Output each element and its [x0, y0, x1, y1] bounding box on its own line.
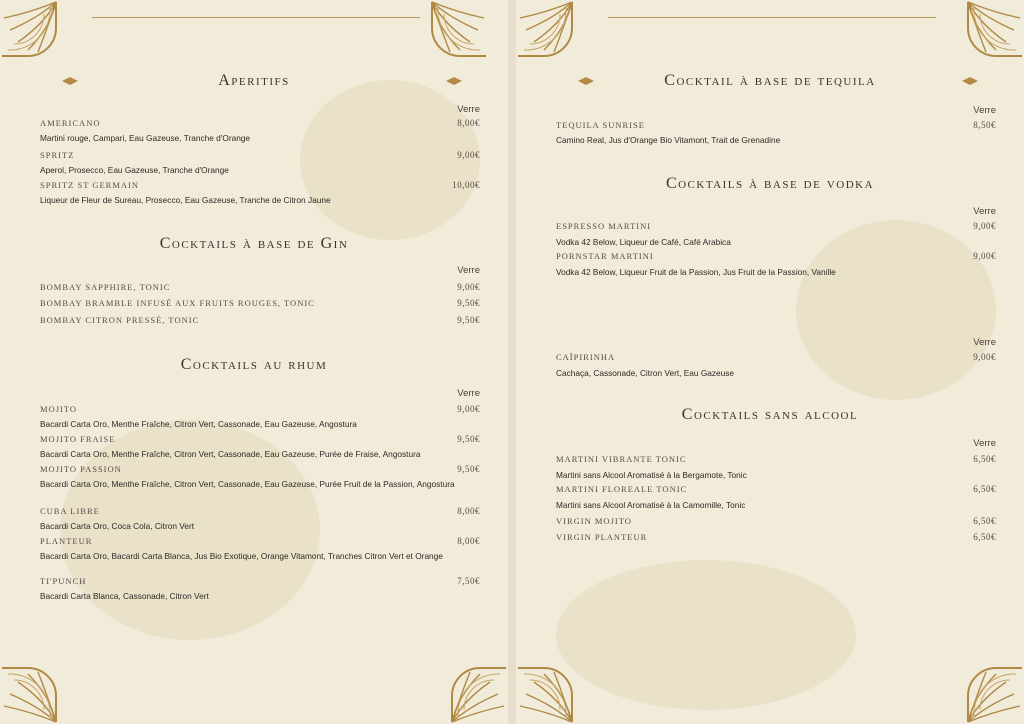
diamond-ornament-icon — [962, 77, 978, 85]
section-title: Cocktails sans alcool — [681, 406, 859, 423]
menu-item-name: BOMBAY CITRON PRESSÉ, TONIC — [40, 315, 200, 325]
menu-item-name: MARTINI VIBRANTE TONIC — [556, 454, 687, 464]
shell-fan-ornament-icon — [966, 0, 1024, 58]
shell-fan-ornament-icon — [516, 666, 574, 724]
menu-item-name: CAÏPIRINHA — [556, 352, 616, 362]
section-title: Cocktails à base de vodka — [665, 175, 875, 192]
top-rule — [608, 17, 936, 18]
menu-item-price: 9,00€ — [457, 404, 480, 414]
glass-column-label: Verre — [457, 388, 480, 399]
shell-fan-ornament-icon — [966, 666, 1024, 724]
shell-fan-ornament-icon — [450, 666, 508, 724]
menu-item-price: 6,50€ — [973, 484, 996, 494]
glass-column-label: Verre — [973, 206, 996, 217]
glass-column-label: Verre — [973, 337, 996, 348]
shell-fan-ornament-icon — [430, 0, 488, 58]
menu-item-description: Bacardi Carta Oro, Menthe Fraîche, Citron Vert, Cassonade, Eau Gazeuse, Angostura — [40, 419, 357, 429]
menu-item-price: 9,50€ — [457, 315, 480, 325]
menu-item-description: Vodka 42 Below, Liqueur Fruit de la Passion, Jus Fruit de la Passion, Vanille — [556, 267, 836, 277]
diamond-ornament-icon — [62, 77, 78, 85]
menu-item-price: 9,00€ — [973, 221, 996, 231]
menu-item-name: PORNSTAR MARTINI — [556, 251, 654, 261]
menu-item-name: MOJITO FRAISE — [40, 434, 116, 444]
glass-column-label: Verre — [973, 105, 996, 116]
menu-item-description: Camino Real, Jus d'Orange Bio Vitamont, Trait de Grenadine — [556, 135, 781, 145]
menu-item-price: 7,50€ — [457, 576, 480, 586]
menu-item-price: 9,00€ — [973, 352, 996, 362]
menu-item-name: BOMBAY BRAMBLE INFUSÉ AUX FRUITS ROUGES, TONIC — [40, 298, 315, 308]
glass-column-label: Verre — [973, 438, 996, 449]
menu-item-name: MOJITO PASSION — [40, 464, 122, 474]
menu-item-name: MOJITO — [40, 404, 78, 414]
menu-item-price: 8,00€ — [457, 506, 480, 516]
menu-item-name: TI'PUNCH — [40, 576, 87, 586]
menu-item-description: Martini sans Alcool Aromatisé à la Camomille, Tonic — [556, 500, 746, 510]
left-page — [0, 0, 508, 724]
menu-item-description: Aperol, Prosecco, Eau Gazeuse, Tranche d'Orange — [40, 165, 229, 175]
menu-item-description: Bacardi Carta Blanca, Cassonade, Citron Vert — [40, 591, 209, 601]
shell-fan-ornament-icon — [0, 666, 58, 724]
menu-item-name: SPRITZ ST GERMAIN — [40, 180, 140, 190]
menu-item-description: Bacardi Carta Oro, Coca Cola, Citron Vert — [40, 521, 195, 531]
glass-column-label: Verre — [457, 265, 480, 276]
right-page — [516, 0, 1024, 724]
menu-item-description: Bacardi Carta Oro, Menthe Fraîche, Citron Vert, Cassonade, Eau Gazeuse, Purée de Fraise, Angostura — [40, 449, 421, 459]
menu-item-description: Bacardi Carta Oro, Bacardi Carta Blanca, Jus Bio Exotique, Orange Vitamont, Tranches Citron Vert et Orange — [40, 551, 443, 561]
menu-item-name: CUBA LIBRE — [40, 506, 100, 516]
menu-item-name: BOMBAY SAPPHIRE, TONIC — [40, 282, 171, 292]
menu-item-description: Bacardi Carta Oro, Menthe Fraîche, Citron Vert, Cassonade, Eau Gazeuse, Purée Fruit de la Passion, Angostura — [40, 479, 455, 489]
menu-item-name: VIRGIN PLANTEUR — [556, 532, 648, 542]
menu-item-name: AMERICANO — [40, 118, 101, 128]
section-title: Cocktails à base de Gin — [159, 235, 349, 252]
menu-item-price: 9,50€ — [457, 464, 480, 474]
menu-item-price: 9,50€ — [457, 434, 480, 444]
diamond-ornament-icon — [578, 77, 594, 85]
menu-item-price: 8,50€ — [973, 120, 996, 130]
shell-fan-ornament-icon — [0, 0, 58, 58]
menu-item-price: 8,00€ — [457, 536, 480, 546]
top-rule — [92, 17, 420, 18]
menu-item-description: Martini sans Alcool Aromatisé à la Bergamote, Tonic — [556, 470, 747, 480]
menu-item-description: Cachaça, Cassonade, Citron Vert, Eau Gazeuse — [556, 368, 735, 378]
menu-item-price: 9,00€ — [457, 150, 480, 160]
diamond-ornament-icon — [446, 77, 462, 85]
menu-item-description: Martini rouge, Campari, Eau Gazeuse, Tranche d'Orange — [40, 133, 251, 143]
shell-fan-ornament-icon — [516, 0, 574, 58]
section-title: Cocktails au rhum — [180, 356, 328, 373]
menu-item-name: TEQUILA SUNRISE — [556, 120, 645, 130]
menu-item-name: VIRGIN MOJITO — [556, 516, 632, 526]
page-fold — [508, 0, 516, 724]
menu-item-price: 6,50€ — [973, 454, 996, 464]
menu-item-name: ESPRESSO MARTINI — [556, 221, 652, 231]
section-title: Cocktail à base de tequila — [664, 72, 876, 89]
menu-item-price: 10,00€ — [452, 180, 480, 190]
menu-item-price: 6,50€ — [973, 516, 996, 526]
menu-item-price: 9,00€ — [457, 282, 480, 292]
menu-item-price: 9,50€ — [457, 298, 480, 308]
menu-item-description: Vodka 42 Below, Liqueur de Café, Café Arabica — [556, 237, 731, 247]
menu-item-price: 9,00€ — [973, 251, 996, 261]
menu-item-name: SPRITZ — [40, 150, 75, 160]
menu-item-name: PLANTEUR — [40, 536, 93, 546]
menu-item-price: 6,50€ — [973, 532, 996, 542]
glass-column-label: Verre — [457, 104, 480, 115]
menu-item-price: 8,00€ — [457, 118, 480, 128]
section-title: Aperitifs — [218, 72, 290, 89]
menu-item-name: MARTINI FLOREALE TONIC — [556, 484, 688, 494]
menu-item-description: Liqueur de Fleur de Sureau, Prosecco, Eau Gazeuse, Tranche de Citron Jaune — [40, 195, 331, 205]
